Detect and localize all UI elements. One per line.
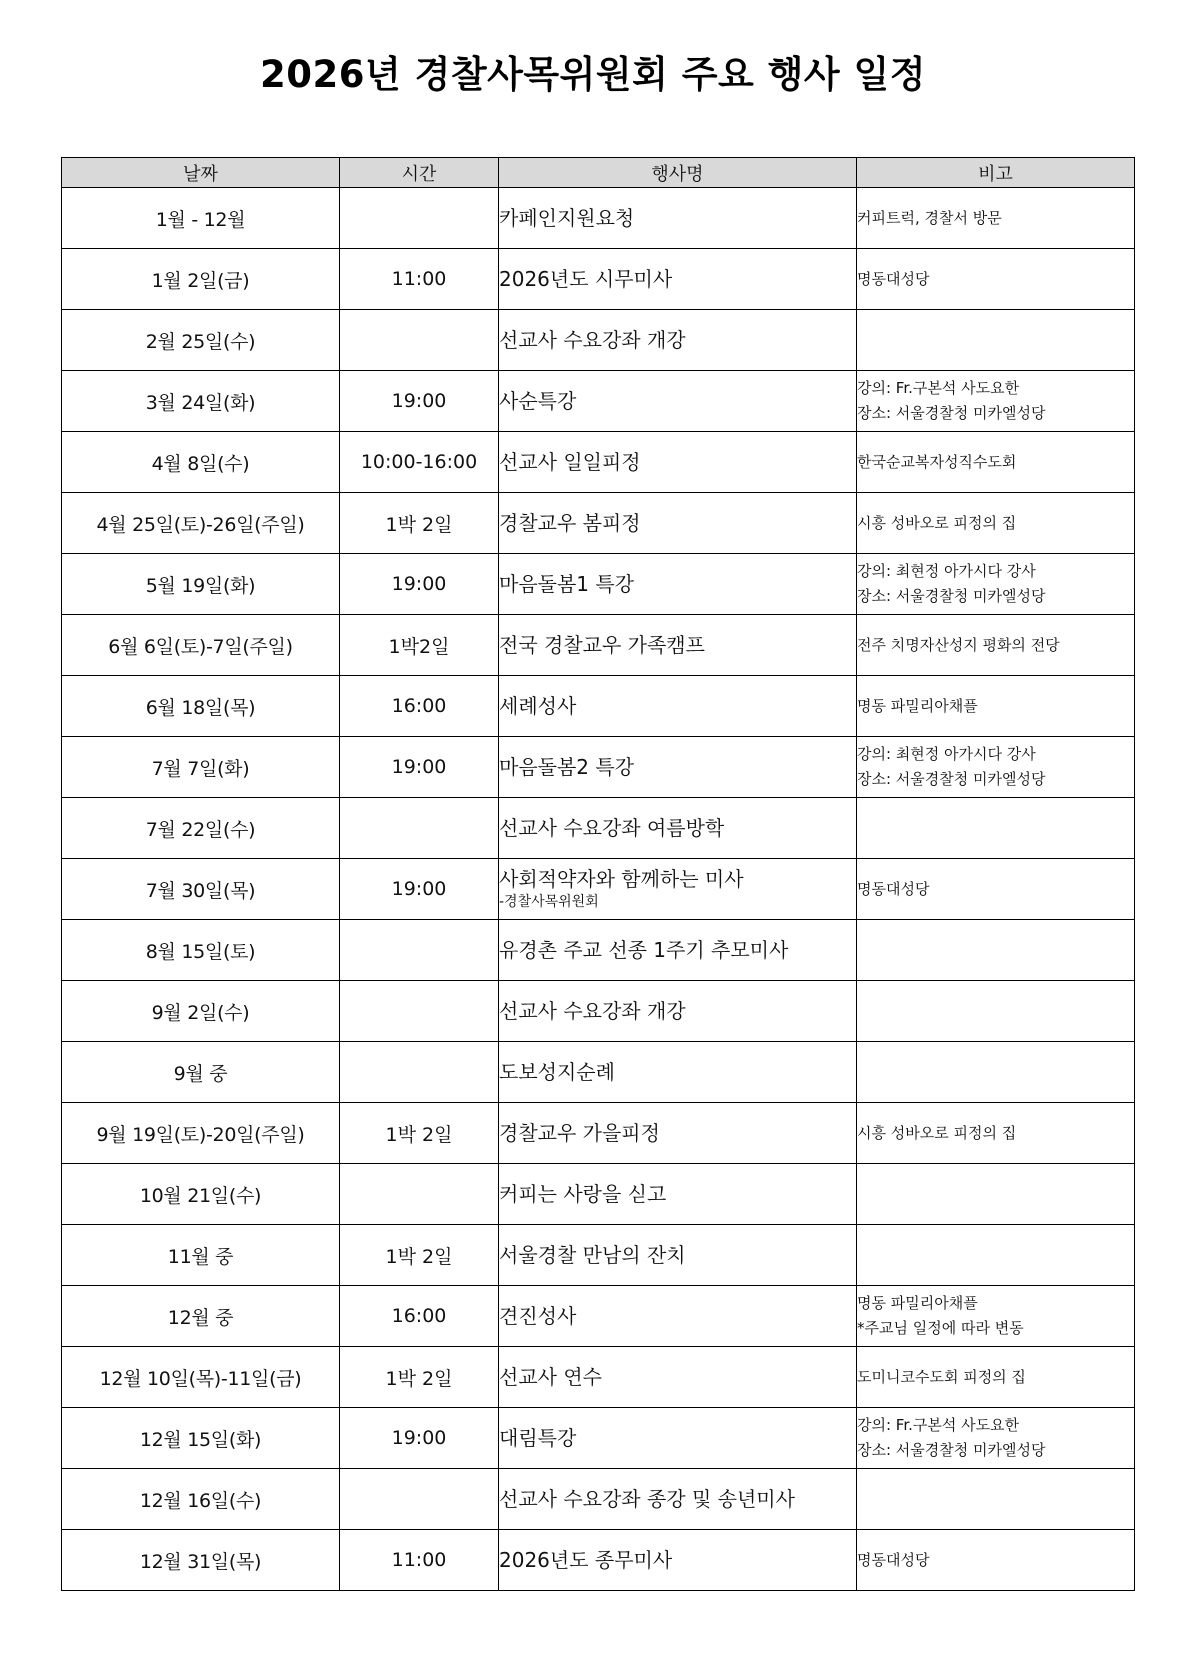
time-cell [340,1164,499,1225]
note-line: 강의: 최현정 아가시다 강사 [857,562,1036,580]
event-name: 커피는 사랑을 싣고 [499,1182,667,1206]
event-name: 전국 경찰교우 가족캠프 [499,633,705,657]
date-cell: 7월 22일(수) [62,798,340,859]
event-name: 사회적약자와 함께하는 미사 [499,867,744,891]
event-cell [499,1530,857,1591]
note-cell [857,920,1135,981]
date-cell: 9월 2일(수) [62,981,340,1042]
note-cell [857,737,1135,798]
note-cell [857,1164,1135,1225]
time-cell [340,310,499,371]
note-cell [857,1286,1135,1347]
event-cell [499,1286,857,1347]
table-row [62,432,1135,493]
table-row [62,1042,1135,1103]
date-cell: 1월 2일(금) [62,249,340,310]
note-cell [857,249,1135,310]
note-cell [857,1225,1135,1286]
note-cell [857,1347,1135,1408]
time-cell: 19:00 [340,554,499,615]
event-cell [499,310,857,371]
event-cell [499,1164,857,1225]
event-subtitle: -경찰사목위원회 [499,894,599,910]
event-name: 2026년도 시무미사 [499,267,673,291]
date-cell: 9월 19일(토)-20일(주일) [62,1103,340,1164]
time-cell [340,981,499,1042]
event-cell [499,493,857,554]
note-cell [857,1042,1135,1103]
table-row [62,1164,1135,1225]
note-cell [857,310,1135,371]
event-name: 대림특강 [499,1426,577,1450]
note-line: 명동 파밀리아채플 [857,696,978,715]
table-row [62,249,1135,310]
time-cell [340,798,499,859]
table-row [62,798,1135,859]
table-row [62,1530,1135,1591]
event-cell [499,737,857,798]
time-cell: 1박 2일 [340,1225,499,1286]
date-cell: 7월 7일(화) [62,737,340,798]
event-cell [499,1042,857,1103]
note-line: 장소: 서울경찰청 미카엘성당 [857,770,1046,788]
event-cell [499,615,857,676]
date-cell: 6월 18일(목) [62,676,340,737]
date-cell: 5월 19일(화) [62,554,340,615]
event-name: 카페인지원요청 [499,206,635,230]
event-name: 견진성사 [499,1304,577,1328]
event-cell [499,188,857,249]
note-cell [857,1408,1135,1469]
event-name: 세례성사 [499,694,577,718]
table-row [62,1103,1135,1164]
date-cell: 12월 15일(화) [62,1408,340,1469]
date-cell: 12월 16일(수) [62,1469,340,1530]
note-cell [857,676,1135,737]
note-line: 전주 치명자산성지 평화의 전당 [857,635,1060,654]
note-cell [857,798,1135,859]
table-row [62,1225,1135,1286]
time-cell: 10:00-16:00 [340,432,499,493]
date-cell: 4월 25일(토)-26일(주일) [62,493,340,554]
date-cell: 12월 31일(목) [62,1530,340,1591]
time-cell: 16:00 [340,676,499,737]
event-name: 마음돌봄2 특강 [499,755,635,779]
event-cell [499,676,857,737]
date-cell: 1월 - 12월 [62,188,340,249]
event-name: 선교사 수요강좌 개강 [499,328,686,352]
event-name: 선교사 연수 [499,1365,602,1389]
table-row [62,859,1135,920]
note-line: 시흥 성바오로 피정의 집 [857,513,1017,532]
date-cell: 10월 21일(수) [62,1164,340,1225]
note-cell [857,981,1135,1042]
event-name: 선교사 일일피정 [499,450,641,474]
note-cell [857,554,1135,615]
time-cell [340,188,499,249]
schedule-table [61,157,1135,1591]
note-line: 시흥 성바오로 피정의 집 [857,1123,1017,1142]
note-cell [857,615,1135,676]
table-row [62,554,1135,615]
event-cell [499,1408,857,1469]
time-cell [340,1469,499,1530]
note-line: 강의: Fr.구본석 사도요한 [857,379,1020,397]
time-cell: 1박 2일 [340,1103,499,1164]
table-row [62,920,1135,981]
table-row [62,676,1135,737]
time-cell: 19:00 [340,859,499,920]
note-line: 강의: 최현정 아가시다 강사 [857,745,1036,763]
time-cell: 11:00 [340,249,499,310]
date-cell: 3월 24일(화) [62,371,340,432]
note-cell [857,432,1135,493]
time-cell: 19:00 [340,371,499,432]
table-row [62,493,1135,554]
date-cell: 11월 중 [62,1225,340,1286]
note-line: 명동대성당 [857,879,930,898]
note-cell [857,188,1135,249]
note-line: *주교님 일정에 따라 변동 [857,1319,1024,1337]
date-cell: 12월 10일(목)-11일(금) [62,1347,340,1408]
time-cell: 1박2일 [340,615,499,676]
note-line: 도미니코수도회 피정의 집 [857,1367,1026,1386]
date-cell: 7월 30일(목) [62,859,340,920]
event-cell [499,1103,857,1164]
time-cell: 16:00 [340,1286,499,1347]
event-cell [499,1225,857,1286]
table-row [62,371,1135,432]
schedule-body [62,188,1135,1591]
header-row [62,158,1135,188]
time-cell: 1박 2일 [340,1347,499,1408]
event-cell [499,249,857,310]
event-name: 마음돌봄1 특강 [499,572,635,596]
note-line: 장소: 서울경찰청 미카엘성당 [857,1441,1046,1459]
time-cell: 19:00 [340,1408,499,1469]
note-cell [857,1469,1135,1530]
table-row [62,737,1135,798]
event-name: 도보성지순례 [499,1060,615,1084]
time-cell [340,1042,499,1103]
event-name: 경찰교우 봄피정 [499,511,641,535]
note-cell [857,371,1135,432]
event-name: 선교사 수요강좌 개강 [499,999,686,1023]
table-row [62,1347,1135,1408]
date-cell: 2월 25일(수) [62,310,340,371]
date-cell: 12월 중 [62,1286,340,1347]
event-cell [499,798,857,859]
date-cell: 9월 중 [62,1042,340,1103]
table-row [62,615,1135,676]
event-name: 선교사 수요강좌 여름방학 [499,816,725,840]
note-line: 장소: 서울경찰청 미카엘성당 [857,587,1046,605]
note-line: 강의: Fr.구본석 사도요한 [857,1416,1020,1434]
header-date: 날짜 [62,158,340,188]
event-cell [499,371,857,432]
header-event: 행사명 [499,158,857,188]
note-cell [857,859,1135,920]
header-note: 비고 [857,158,1135,188]
table-row [62,1469,1135,1530]
event-cell [499,554,857,615]
note-cell [857,1530,1135,1591]
note-line: 장소: 서울경찰청 미카엘성당 [857,404,1046,422]
event-name: 경찰교우 가을피정 [499,1121,660,1145]
header-time: 시간 [340,158,499,188]
note-cell [857,493,1135,554]
note-line: 한국순교복자성직수도회 [857,452,1017,471]
note-line: 명동대성당 [857,269,930,288]
event-cell [499,859,857,920]
event-cell [499,1469,857,1530]
table-row [62,188,1135,249]
event-name: 2026년도 종무미사 [499,1548,673,1572]
event-cell [499,432,857,493]
date-cell: 8월 15일(토) [62,920,340,981]
date-cell: 4월 8일(수) [62,432,340,493]
time-cell: 1박 2일 [340,493,499,554]
event-name: 사순특강 [499,389,577,413]
table-row [62,981,1135,1042]
event-name: 서울경찰 만남의 잔치 [499,1243,686,1267]
table-row [62,310,1135,371]
event-name: 유경촌 주교 선종 1주기 추모미사 [499,938,789,962]
table-row [62,1286,1135,1347]
note-line: 명동 파밀리아채플 [857,1294,978,1312]
date-cell: 6월 6일(토)-7일(주일) [62,615,340,676]
event-cell [499,920,857,981]
event-cell [499,981,857,1042]
time-cell [340,920,499,981]
time-cell: 19:00 [340,737,499,798]
note-line: 커피트럭, 경찰서 방문 [857,208,1002,227]
time-cell: 11:00 [340,1530,499,1591]
page-title: 2026년 경찰사목위원회 주요 행사 일정 [260,53,926,96]
event-cell [499,1347,857,1408]
note-line: 명동대성당 [857,1550,930,1569]
table-row [62,1408,1135,1469]
note-cell [857,1103,1135,1164]
event-name: 선교사 수요강좌 종강 및 송년미사 [499,1487,795,1511]
